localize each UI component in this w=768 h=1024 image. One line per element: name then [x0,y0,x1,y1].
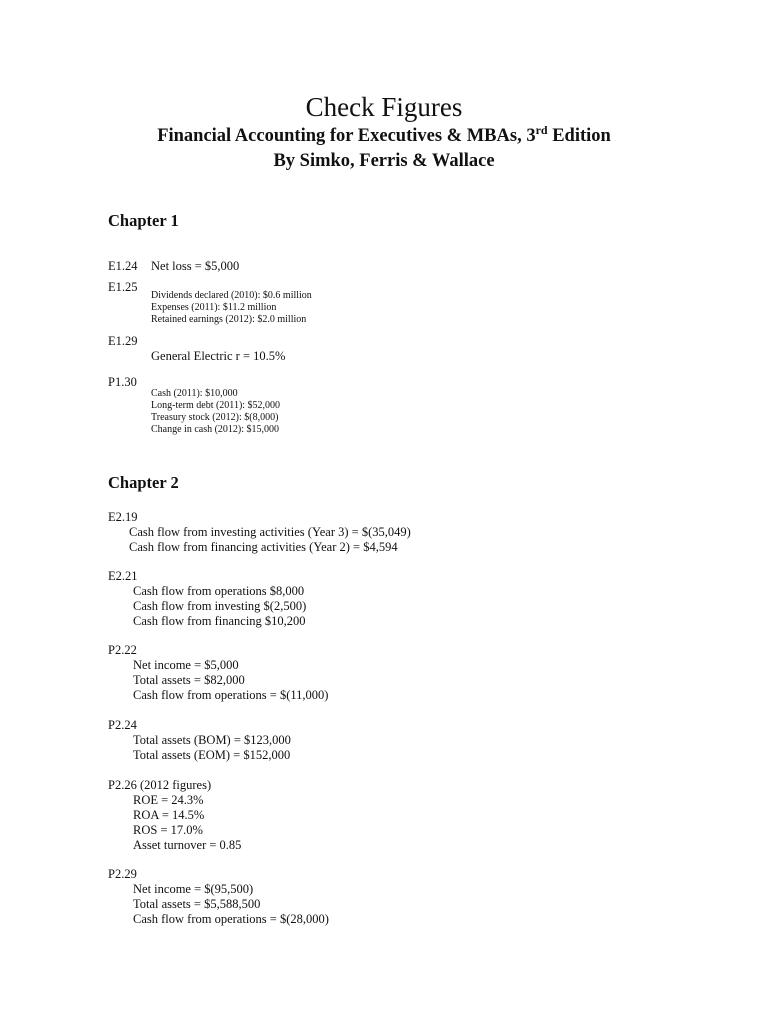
book-title-edition: Edition [547,126,611,146]
exercise-answer-e1-24: Net loss = $5,000 [151,259,240,273]
exercise-answer-e2-21-2: Cash flow from investing $(2,500) [133,599,307,613]
problem-answer-p2-24-1: Total assets (BOM) = $123,000 [133,733,291,747]
problem-code-p1-30: P1.30 [108,375,137,389]
exercise-answer-e2-19-2: Cash flow from financing activities (Year 2) = $4,594 [129,540,398,554]
problem-answer-p2-29-1: Net income = $(95,500) [133,882,254,896]
exercise-code-e1-29: E1.29 [108,334,138,348]
exercise-answer-e2-21-1: Cash flow from operations $8,000 [133,584,305,598]
problem-answer-p2-24-2: Total assets (EOM) = $152,000 [133,748,291,762]
exercise-answer-e1-25-2: Expenses (2011): $11.2 million [151,302,277,313]
edition-ordinal-suffix: rd [535,122,548,137]
problem-answer-p1-30-1: Cash (2011): $10,000 [151,388,238,399]
exercise-answer-e1-29: General Electric r = 10.5% [151,349,286,363]
book-title [0,124,768,148]
exercise-code-e1-24: E1.24 [108,259,138,273]
problem-code-p2-22: P2.22 [108,643,137,657]
problem-answer-p2-22-3: Cash flow from operations = $(11,000) [133,688,329,702]
problem-code-p2-26: P2.26 (2012 figures) [108,778,212,792]
exercise-answer-e2-21-3: Cash flow from financing $10,200 [133,614,306,628]
problem-answer-p2-26-2: ROA = 14.5% [133,808,205,822]
problem-answer-p2-26-3: ROS = 17.0% [133,823,203,837]
authors-line: By Simko, Ferris & Wallace [273,151,495,171]
problem-answer-p2-22-1: Net income = $5,000 [133,658,239,672]
problem-answer-p1-30-4: Change in cash (2012): $15,000 [151,424,280,435]
problem-code-p2-29: P2.29 [108,867,137,881]
chapter-2-heading: Chapter 2 [108,473,179,492]
problem-answer-p2-29-3: Cash flow from operations = $(28,000) [133,912,329,926]
problem-code-p2-24: P2.24 [108,718,137,732]
exercise-code-e1-25: E1.25 [108,280,138,294]
exercise-answer-e1-25-3: Retained earnings (2012): $2.0 million [151,314,307,325]
problem-answer-p2-22-2: Total assets = $82,000 [133,673,245,687]
exercise-answer-e1-25-1: Dividends declared (2010): $0.6 million [151,290,312,301]
page-title: Check Figures [305,92,463,122]
problem-answer-p2-26-1: ROE = 24.3% [133,793,204,807]
exercise-code-e2-21: E2.21 [108,569,138,583]
chapter-1-heading: Chapter 1 [108,211,179,230]
book-title-main: Financial Accounting for Executives & MBAs, 3 [157,126,536,146]
problem-answer-p2-29-2: Total assets = $5,588,500 [133,897,261,911]
problem-answer-p1-30-2: Long-term debt (2011): $52,000 [151,400,281,411]
exercise-code-e2-19: E2.19 [108,510,138,524]
exercise-answer-e2-19-1: Cash flow from investing activities (Year 3) = $(35,049) [129,525,411,539]
problem-answer-p2-26-4: Asset turnover = 0.85 [133,838,242,852]
problem-answer-p1-30-3: Treasury stock (2012): $(8,000) [151,412,279,423]
